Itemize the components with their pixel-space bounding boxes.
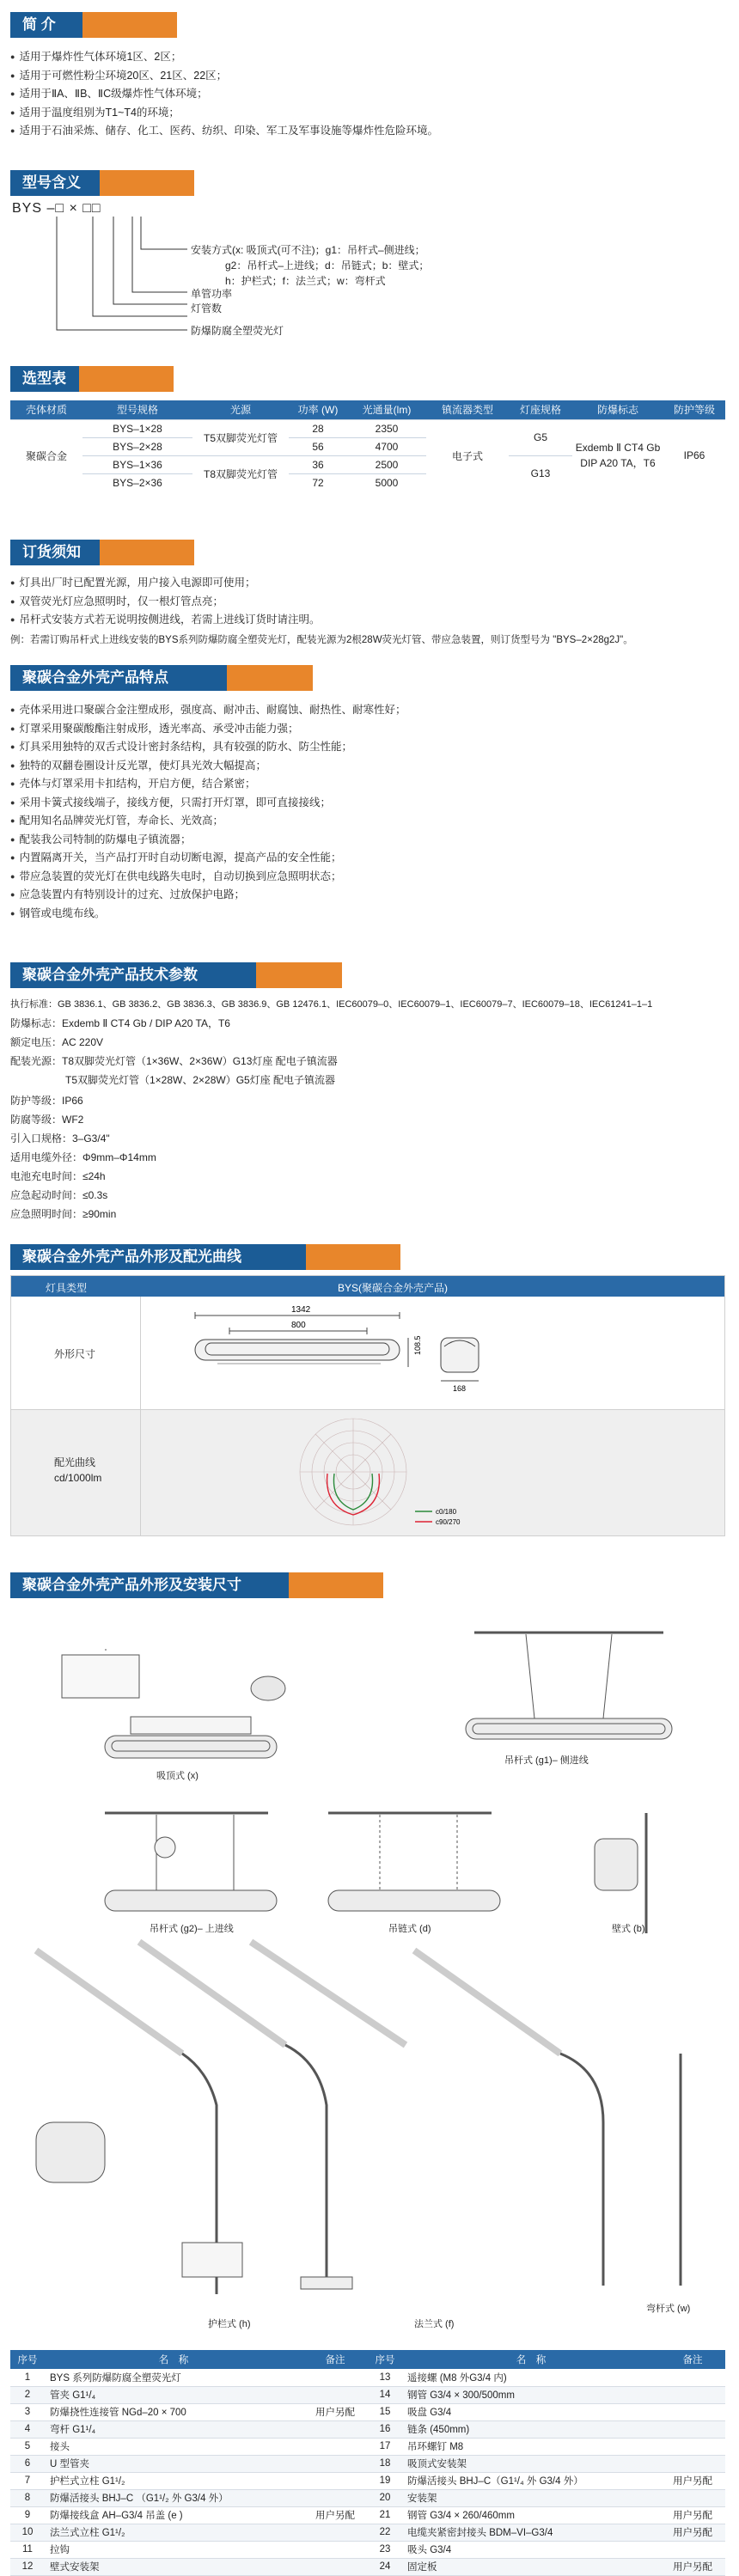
part-number: 3 xyxy=(10,2403,45,2420)
legend-c90: c90/270 xyxy=(436,1518,461,1526)
part-number: 2 xyxy=(10,2386,45,2403)
table-row xyxy=(10,2420,725,2438)
selection-heading xyxy=(10,366,174,392)
list-item: ● 灯罩采用聚碳酸酯注射成形，透光率高、承受冲击能力强； xyxy=(10,720,406,739)
list-item: ● 钢管或电缆布线。 xyxy=(10,905,406,924)
parts-table xyxy=(10,2350,725,2576)
part-name: 法兰式立柱 G1¹/₂ xyxy=(45,2524,302,2541)
col-header: 光源 xyxy=(192,400,289,419)
list-item: ● 壳体采用进口聚碳合金注塑成形，强度高、耐冲击、耐腐蚀、耐热性、耐寒性好； xyxy=(10,701,406,720)
part-name: 链条 (450mm) xyxy=(402,2420,660,2438)
part-name: U 型管夹 xyxy=(45,2455,302,2472)
part-number: 21 xyxy=(368,2506,402,2524)
col-header: 镇流器类型 xyxy=(426,400,509,419)
table-row xyxy=(10,419,725,437)
part-note xyxy=(302,2420,368,2438)
part-note xyxy=(302,2438,368,2455)
curve-row xyxy=(11,1410,724,1535)
part-number: 11 xyxy=(10,2541,45,2558)
dimlight-heading-label: 聚碳合金外壳产品外形及配光曲线 xyxy=(10,1244,306,1270)
tech-heading-label: 聚碳合金外壳产品技术参数 xyxy=(10,962,256,988)
tech-source-2: T5双脚荧光灯管（1×28W、2×28W）G5灯座 配电子镇流器 xyxy=(65,1074,336,1086)
part-note xyxy=(660,2386,725,2403)
model-heading xyxy=(10,170,194,196)
features-heading xyxy=(10,665,313,691)
part-name: 防爆接线盒 AH–G3/4 吊盖 (e ) xyxy=(45,2506,302,2524)
col-header: 序号 xyxy=(368,2350,402,2369)
part-name: 壁式安装架 xyxy=(45,2558,302,2575)
list-item: ● 独特的双翻卷圈设计反光罩，使灯具光效大幅提高； xyxy=(10,757,406,776)
list-item: ● 双管荧光灯应急照明时，仅一根灯管点亮； xyxy=(10,593,320,612)
install-heading xyxy=(10,1572,383,1598)
table-row xyxy=(10,2455,725,2472)
model-name: 防爆防腐全塑荧光灯 xyxy=(191,325,284,337)
part-number: 17 xyxy=(368,2438,402,2455)
list-item: ● 配装我公司特制的防爆电子镇流器； xyxy=(10,831,406,850)
part-name: 钢管 G3/4 × 300/500mm xyxy=(402,2386,660,2403)
part-note: 用户另配 xyxy=(660,2506,725,2524)
model-code: BYS –□ × □□ xyxy=(12,201,101,216)
list-item: ● 适用于爆炸性气体环境1区、2区； xyxy=(10,48,438,67)
model-cell: BYS–1×36 xyxy=(82,455,192,473)
list-item: ● 壳体与灯罩采用卡扣结构，开启方便，结合紧密； xyxy=(10,775,406,794)
col-header: 备注 xyxy=(302,2350,368,2369)
part-number: 23 xyxy=(368,2541,402,2558)
part-name: 吊环螺钉 M8 xyxy=(402,2438,660,2455)
list-item: ● 吊杆式安装方式若无说明按侧进线，若需上进线订货时请注明。 xyxy=(10,611,320,630)
light-distribution-curve xyxy=(140,1410,724,1535)
part-note: 用户另配 xyxy=(302,2506,368,2524)
part-number: 6 xyxy=(10,2455,45,2472)
col-header: 防爆标志 xyxy=(572,400,663,419)
list-item: ● 配用知名品牌荧光灯管，寿命长、光效高； xyxy=(10,812,406,831)
table-row xyxy=(10,2558,725,2575)
part-name: 固定板 xyxy=(402,2558,660,2575)
part-name: 接头 xyxy=(45,2438,302,2455)
flux-cell: 2350 xyxy=(347,419,426,437)
list-item: ● 灯具出厂时已配置光源，用户接入电源即可使用； xyxy=(10,574,320,593)
model-install-3: h：护栏式；f：法兰式；w：弯杆式 xyxy=(225,275,386,287)
part-name: 遥接螺 (M8 外G3/4 内) xyxy=(402,2369,660,2386)
tech-charge: 电池充电时间：≤24h xyxy=(10,1170,106,1182)
table-row xyxy=(10,2369,725,2386)
bent-caption: 弯杆式 (w) xyxy=(646,2304,691,2314)
chain-caption: 吊链式 (d) xyxy=(388,1924,431,1934)
col-header: 功率 (W) xyxy=(289,400,347,419)
col-header: 序号 xyxy=(10,2350,45,2369)
table-row xyxy=(10,2506,725,2524)
part-number: 22 xyxy=(368,2524,402,2541)
exmark-line-2: DIP A20 TA，T6 xyxy=(580,457,656,470)
wall-caption: 壁式 (b) xyxy=(612,1924,645,1934)
part-note xyxy=(660,2489,725,2506)
list-item: ● 灯具采用独特的双舌式设计密封条结构，具有较强的防水、防尘性能； xyxy=(10,738,406,757)
model-install-2: g2：吊杆式–上进线；d：吊链式；b：壁式； xyxy=(225,259,430,272)
col-header: 名 称 xyxy=(45,2350,302,2369)
part-number: 15 xyxy=(368,2403,402,2420)
flux-cell: 4700 xyxy=(347,437,426,455)
part-name: 吸盘 G3/4 xyxy=(402,2403,660,2420)
part-number: 4 xyxy=(10,2420,45,2438)
table-row xyxy=(10,2524,725,2541)
tech-standard: 执行标准：GB 3836.1、GB 3836.2、GB 3836.3、GB 3836.9、GB 12476.1、IEC60079–0、IEC60079–1、IEC60079–7、IEC60079–18、IEC61241–1–1 xyxy=(10,999,653,1010)
part-number: 12 xyxy=(10,2558,45,2575)
part-number: 1 xyxy=(10,2369,45,2386)
tech-exmark: 防爆标志：Exdemb Ⅱ CT4 Gb / DIP A20 TA，T6 xyxy=(10,1017,230,1029)
power-cell: 56 xyxy=(289,437,347,455)
row-label: 外形尺寸 xyxy=(54,1348,96,1360)
row-label: cd/1000lm xyxy=(54,1472,102,1484)
part-note: 用户另配 xyxy=(660,2472,725,2489)
table-row xyxy=(10,2541,725,2558)
ip-cell: IP66 xyxy=(663,419,725,491)
selection-table xyxy=(10,400,725,491)
part-number: 16 xyxy=(368,2420,402,2438)
part-number: 9 xyxy=(10,2506,45,2524)
row-label: 配光曲线 xyxy=(54,1456,96,1468)
col-header: 灯座规格 xyxy=(509,400,572,419)
ceiling-caption: 吸顶式 (x) xyxy=(156,1771,198,1781)
tech-emergency: 应急照明时间：≥90min xyxy=(10,1208,117,1220)
source-cell: T8双脚荧光灯管 xyxy=(192,455,289,491)
selection-heading-label: 选型表 xyxy=(10,366,79,392)
intro-list xyxy=(10,48,438,141)
part-name: 管夹 G1¹/₄ xyxy=(45,2386,302,2403)
col-header: 名 称 xyxy=(402,2350,660,2369)
col-header: 防护等级 xyxy=(663,400,725,419)
list-item: ● 适用于ⅡA、ⅡB、ⅡC级爆炸性气体环境； xyxy=(10,85,438,104)
col-header: 型号规格 xyxy=(82,400,192,419)
model-install-1: 安装方式(x: 吸顶式(可不注)；g1：吊杆式–侧进线； xyxy=(191,244,425,256)
dimlight-header xyxy=(11,1276,724,1297)
tech-inlet: 引入口规格：3–G3/4" xyxy=(10,1132,110,1145)
part-name: 弯杆 G1¹/₄ xyxy=(45,2420,302,2438)
intro-heading-label: 简 介 xyxy=(10,12,82,38)
list-item: ● 适用于温度组别为T1~T4的环境； xyxy=(10,104,438,123)
socket-cell: G13 xyxy=(509,455,572,491)
list-item: ● 适用于可燃性粉尘环境20区、21区、22区； xyxy=(10,67,438,86)
list-item: ● 带应急装置的荧光灯在供电线路失电时，自动切换到应急照明状态； xyxy=(10,868,406,887)
model-heading-label: 型号含义 xyxy=(10,170,100,196)
flux-cell: 5000 xyxy=(347,473,426,491)
part-note xyxy=(660,2420,725,2438)
col-header: 备注 xyxy=(660,2350,725,2369)
ballast-cell: 电子式 xyxy=(426,419,509,491)
table-row xyxy=(10,2403,725,2420)
part-name: 电缆夹紧密封接头 BDM–VI–G3/4 xyxy=(402,2524,660,2541)
part-note xyxy=(660,2403,725,2420)
part-note xyxy=(302,2386,368,2403)
intro-heading xyxy=(10,12,177,38)
part-number: 5 xyxy=(10,2438,45,2455)
table-header-row xyxy=(10,2350,725,2369)
part-name: 防爆活接头 BHJ–C（G1¹/₄ 外 G3/4 外） xyxy=(402,2472,660,2489)
col-header: 壳体材质 xyxy=(10,400,82,419)
dimension-row xyxy=(11,1297,724,1410)
part-note xyxy=(660,2369,725,2386)
model-cell: BYS–1×28 xyxy=(82,419,192,437)
part-note: 用户另配 xyxy=(302,2403,368,2420)
dim-span-label: 800 xyxy=(291,1321,306,1330)
part-note xyxy=(660,2438,725,2455)
tech-source-1: 配装光源：T8双脚荧光灯管（1×36W、2×36W）G13灯座 配电子镇流器 xyxy=(10,1055,338,1067)
tech-ip: 防护等级：IP66 xyxy=(10,1095,83,1107)
flux-cell: 2500 xyxy=(347,455,426,473)
model-cell: BYS–2×28 xyxy=(82,437,192,455)
tech-anti: 防腐等级：WF2 xyxy=(10,1114,84,1126)
col-header: 光通量(lm) xyxy=(347,400,426,419)
order-heading-label: 订货须知 xyxy=(10,540,100,565)
list-item: ● 应急装置内有特别设计的过充、过放保护电路； xyxy=(10,886,406,905)
dim-width-label: 168 xyxy=(453,1384,467,1393)
part-note xyxy=(302,2541,368,2558)
legend-c0: c0/180 xyxy=(436,1508,457,1516)
dimlight-heading xyxy=(10,1244,400,1270)
part-note xyxy=(302,2455,368,2472)
col-header: BYS(聚碳合金外壳产品) xyxy=(338,1282,449,1294)
part-name: 防爆挠性连接管 NGd–20 × 700 xyxy=(45,2403,302,2420)
exmark-line-1: Exdemb Ⅱ CT4 Gb xyxy=(575,442,661,455)
pendant-top-caption: 吊杆式 (g2)– 上进线 xyxy=(150,1924,234,1934)
part-note xyxy=(660,2455,725,2472)
part-name: 安装架 xyxy=(402,2489,660,2506)
part-number: 24 xyxy=(368,2558,402,2575)
part-note xyxy=(302,2558,368,2575)
material-cell: 聚碳合金 xyxy=(10,419,82,491)
part-note xyxy=(660,2541,725,2558)
tech-cable: 适用电缆外径：Φ9mm–Φ14mm xyxy=(10,1151,156,1163)
part-name: 拉钩 xyxy=(45,2541,302,2558)
part-note: 用户另配 xyxy=(660,2524,725,2541)
part-number: 20 xyxy=(368,2489,402,2506)
part-number: 7 xyxy=(10,2472,45,2489)
part-name: 护栏式立柱 G1¹/₂ xyxy=(45,2472,302,2489)
dim-length-label: 1342 xyxy=(291,1305,311,1315)
part-number: 14 xyxy=(368,2386,402,2403)
part-note xyxy=(302,2369,368,2386)
order-example: 例：若需订购吊杆式上进线安装的BYS系列防爆防腐全塑荧光灯，配装光源为2根28W荧光灯管、带应急装置，则订货型号为 "BYS–2×28g2J"。 xyxy=(10,635,633,645)
flange-caption: 法兰式 (f) xyxy=(414,2319,455,2329)
guard-caption: 护栏式 (h) xyxy=(208,2319,251,2329)
col-header: 灯具类型 xyxy=(46,1282,88,1294)
table-row xyxy=(10,2438,725,2455)
power-cell: 28 xyxy=(289,419,347,437)
table-header-row xyxy=(10,400,725,419)
part-name: 吸头 G3/4 xyxy=(402,2541,660,2558)
features-heading-label: 聚碳合金外壳产品特点 xyxy=(10,665,227,691)
socket-cell: G5 xyxy=(509,419,572,455)
tech-heading xyxy=(10,962,342,988)
install-heading-label: 聚碳合金外壳产品外形及安装尺寸 xyxy=(10,1572,289,1598)
part-name: 钢管 G3/4 × 260/460mm xyxy=(402,2506,660,2524)
part-note: 用户另配 xyxy=(660,2558,725,2575)
table-row xyxy=(10,2386,725,2403)
table-row xyxy=(10,2489,725,2506)
order-list xyxy=(10,574,320,630)
power-cell: 36 xyxy=(289,455,347,473)
model-power: 单管功率 xyxy=(191,288,233,300)
list-item: ● 采用卡簧式接线端子，接线方便，只需打开灯罩，即可直接接线； xyxy=(10,794,406,813)
part-number: 19 xyxy=(368,2472,402,2489)
exmark-cell xyxy=(572,419,663,491)
model-cell: BYS–2×36 xyxy=(82,473,192,491)
dimlight-table xyxy=(10,1275,725,1536)
table-row xyxy=(10,2472,725,2489)
part-name: BYS 系列防爆防腐全塑荧光灯 xyxy=(45,2369,302,2386)
tech-start: 应急起动时间：≤0.3s xyxy=(10,1189,108,1201)
list-item: ● 内置隔离开关，当产品打开时自动切断电源，提高产品的安全性能； xyxy=(10,849,406,868)
part-note xyxy=(302,2472,368,2489)
tech-voltage: 额定电压：AC 220V xyxy=(10,1036,104,1048)
list-item: ● 适用于石油采炼、储存、化工、医药、纺织、印染、军工及军事设施等爆炸性危险环境。 xyxy=(10,122,438,141)
order-heading xyxy=(10,540,194,565)
features-list xyxy=(10,701,406,923)
pendant-side-caption: 吊杆式 (g1)– 侧进线 xyxy=(504,1755,589,1766)
power-cell: 72 xyxy=(289,473,347,491)
dim-height-label: 108.5 xyxy=(413,1335,422,1355)
part-note xyxy=(302,2524,368,2541)
model-tubes: 灯管数 xyxy=(191,302,223,314)
fixture-drawing xyxy=(140,1297,724,1410)
part-number: 13 xyxy=(368,2369,402,2386)
part-number: 10 xyxy=(10,2524,45,2541)
install-drawings xyxy=(10,1607,729,2346)
part-number: 18 xyxy=(368,2455,402,2472)
part-note xyxy=(302,2489,368,2506)
part-name: 吸顶式安装架 xyxy=(402,2455,660,2472)
part-name: 防爆活接头 BHJ–C （G1¹/₂ 外 G3/4 外） xyxy=(45,2489,302,2506)
source-cell: T5双脚荧光灯管 xyxy=(192,419,289,455)
part-number: 8 xyxy=(10,2489,45,2506)
